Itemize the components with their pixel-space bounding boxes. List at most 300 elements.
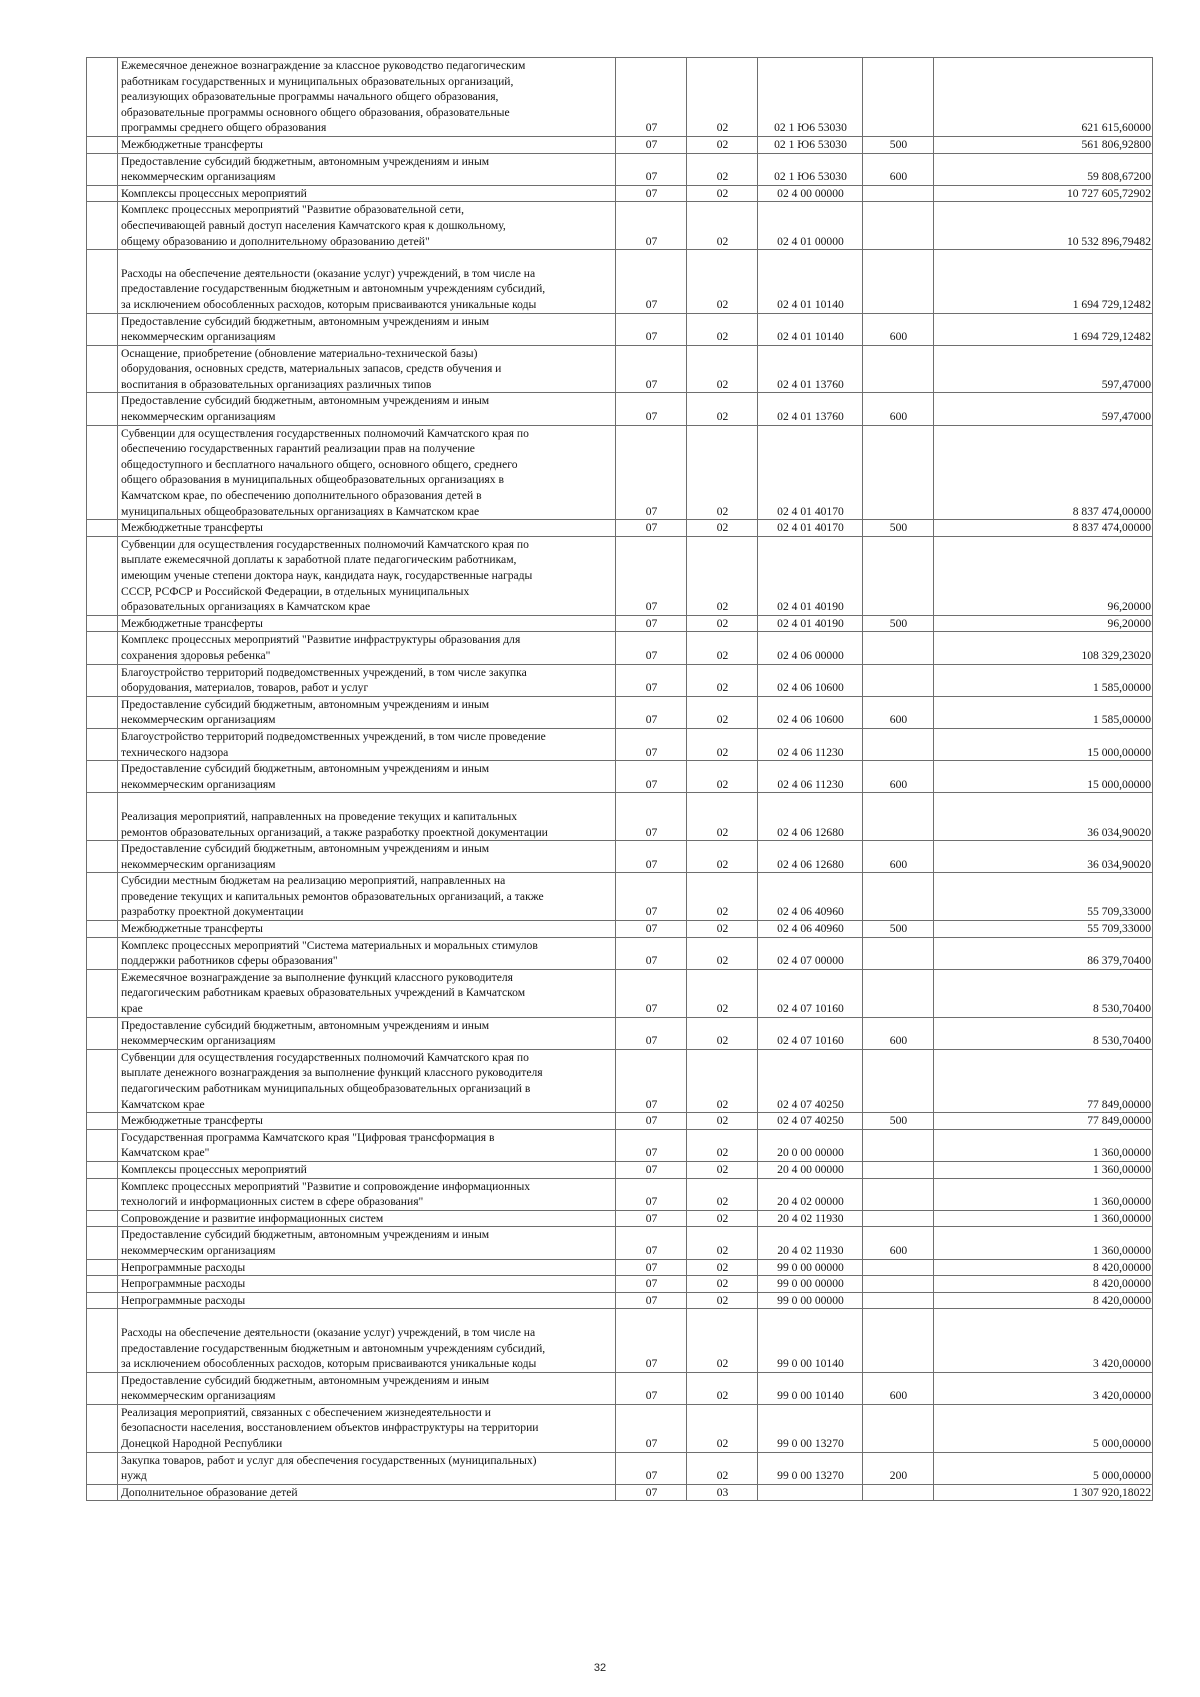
target-article-code: 20 4 02 11930 [758, 1210, 863, 1227]
amount: 8 420,00000 [934, 1259, 1153, 1276]
description-line: Межбюджетные трансферты [121, 922, 263, 936]
subsection-code: 02 [687, 1404, 758, 1452]
table-row [87, 1227, 1153, 1259]
expense-type-code: 500 [863, 615, 934, 632]
description-line: ремонтов образовательных организаций, а также разработку проектной документации [121, 825, 548, 839]
target-article-code: 02 4 06 11230 [758, 761, 863, 793]
description-line: Ежемесячное вознаграждение за выполнение функций классного руководителя [121, 970, 513, 984]
subsection-code: 02 [687, 696, 758, 728]
expense-type-code [863, 1292, 934, 1309]
subsection-code: 02 [687, 1292, 758, 1309]
description-line: Расходы на обеспечение деятельности (оказание услуг) учреждений, в том числе на [121, 1325, 536, 1339]
description-line: разработку проектной документации [121, 905, 304, 919]
description-line: Предоставление субсидий бюджетным, автономным учреждениям и иным [121, 697, 490, 711]
amount: 561 806,92800 [934, 136, 1153, 153]
expense-type-code [863, 1129, 934, 1161]
description-line: Предоставление субсидий бюджетным, автономным учреждениям и иным [121, 1373, 490, 1387]
subsection-code: 02 [687, 1113, 758, 1130]
description-line: Реализация мероприятий, направленных на проведение текущих и капитальных [121, 809, 518, 823]
description-line: имеющим ученые степени доктора наук, кандидата наук, государственные награды [121, 569, 533, 582]
section-code: 07 [616, 250, 687, 313]
table-row [87, 1259, 1153, 1276]
description-line: общедоступного и бесплатного начального общего, основного общего, среднего [121, 457, 518, 471]
subsection-code: 02 [687, 1049, 758, 1112]
subsection-code: 02 [687, 664, 758, 696]
section-code: 07 [616, 202, 687, 250]
amount: 3 420,00000 [934, 1309, 1153, 1372]
row-margin-cell [87, 841, 118, 873]
table-row [87, 153, 1153, 185]
table-row [87, 1161, 1153, 1178]
amount: 86 379,70400 [934, 937, 1153, 969]
subsection-code: 02 [687, 969, 758, 1017]
description-line: некоммерческим организациям [121, 1389, 276, 1403]
expense-type-code [863, 58, 934, 137]
description-line: Комплекс процессных мероприятий "Система материальных и моральных стимулов [121, 938, 538, 952]
subsection-code: 02 [687, 615, 758, 632]
target-article-code: 02 1 Ю6 53030 [758, 153, 863, 185]
row-description [118, 1452, 616, 1484]
table-row [87, 202, 1153, 250]
subsection-code: 02 [687, 393, 758, 425]
row-margin-cell [87, 58, 118, 137]
description-line: общего образования в муниципальных общеобразовательных организациях в [121, 473, 504, 487]
subsection-code: 02 [687, 153, 758, 185]
description-line: Государственная программа Камчатского края "Цифровая трансформация в [121, 1130, 495, 1144]
table-row [87, 185, 1153, 202]
row-description [118, 1259, 616, 1276]
amount: 1 360,00000 [934, 1129, 1153, 1161]
row-description [118, 58, 616, 137]
description-line: предоставление государственным бюджетным и автономным учреждениям субсидий, [121, 1341, 546, 1355]
description-line: Камчатском крае, по обеспечению дополнительного образования детей в [121, 489, 482, 503]
expense-type-code: 600 [863, 313, 934, 345]
table-row [87, 1372, 1153, 1404]
section-code: 07 [616, 1049, 687, 1112]
target-article-code: 02 4 01 10140 [758, 250, 863, 313]
subsection-code: 02 [687, 921, 758, 938]
expense-type-code: 600 [863, 1227, 934, 1259]
table-row [87, 937, 1153, 969]
row-margin-cell [87, 202, 118, 250]
target-article-code: 02 1 Ю6 53030 [758, 136, 863, 153]
amount: 15 000,00000 [934, 728, 1153, 760]
section-code: 07 [616, 841, 687, 873]
table-row [87, 793, 1153, 841]
amount: 36 034,90020 [934, 793, 1153, 841]
subsection-code: 02 [687, 793, 758, 841]
table-row [87, 250, 1153, 313]
description-line: Межбюджетные трансферты [121, 521, 263, 535]
amount: 597,47000 [934, 393, 1153, 425]
row-margin-cell [87, 185, 118, 202]
target-article-code: 99 0 00 10140 [758, 1309, 863, 1372]
amount: 621 615,60000 [934, 58, 1153, 137]
table-row [87, 921, 1153, 938]
row-description [118, 393, 616, 425]
description-line: Предоставление субсидий бюджетным, автономным учреждениям и иным [121, 154, 490, 168]
row-margin-cell [87, 1259, 118, 1276]
row-description [118, 761, 616, 793]
amount: 5 000,00000 [934, 1404, 1153, 1452]
description-line: некоммерческим организациям [121, 713, 276, 727]
amount: 36 034,90020 [934, 841, 1153, 873]
row-description [118, 1210, 616, 1227]
row-margin-cell [87, 728, 118, 760]
amount: 1 360,00000 [934, 1161, 1153, 1178]
table-row [87, 393, 1153, 425]
description-line: технического надзора [121, 745, 229, 759]
amount: 96,20000 [934, 615, 1153, 632]
target-article-code: 02 4 00 00000 [758, 185, 863, 202]
description-line: Предоставление субсидий бюджетным, автономным учреждениям и иным [121, 762, 490, 776]
row-margin-cell [87, 873, 118, 921]
row-description [118, 1178, 616, 1210]
row-description [118, 873, 616, 921]
row-description [118, 136, 616, 153]
description-line: Дополнительное образование детей [121, 1485, 298, 1499]
subsection-code: 02 [687, 136, 758, 153]
description-line: проведение текущих и капитальных ремонтов образовательных организаций, а также [121, 889, 544, 903]
expense-type-code: 600 [863, 153, 934, 185]
target-article-code: 02 4 01 40190 [758, 615, 863, 632]
amount: 597,47000 [934, 345, 1153, 393]
expense-type-code [863, 873, 934, 921]
row-description [118, 728, 616, 760]
description-line: педагогическим работникам муниципальных общеобразовательных организаций в [121, 1082, 531, 1095]
row-description [118, 1129, 616, 1161]
description-line: технологий и информационных систем в сфере образования" [121, 1195, 424, 1209]
amount: 10 532 896,79482 [934, 202, 1153, 250]
amount: 8 530,70400 [934, 969, 1153, 1017]
row-margin-cell [87, 632, 118, 664]
subsection-code: 02 [687, 313, 758, 345]
section-code: 07 [616, 1404, 687, 1452]
amount: 8 420,00000 [934, 1276, 1153, 1293]
row-margin-cell [87, 1276, 118, 1293]
subsection-code: 02 [687, 425, 758, 520]
budget-table [86, 57, 1153, 1501]
table-row [87, 1017, 1153, 1049]
target-article-code [758, 1484, 863, 1501]
amount: 8 837 474,00000 [934, 520, 1153, 537]
section-code: 07 [616, 873, 687, 921]
section-code: 07 [616, 520, 687, 537]
description-line [121, 250, 613, 266]
section-code: 07 [616, 393, 687, 425]
target-article-code: 02 4 06 40960 [758, 873, 863, 921]
table-row [87, 1404, 1153, 1452]
row-description [118, 937, 616, 969]
expense-type-code [863, 969, 934, 1017]
row-margin-cell [87, 313, 118, 345]
target-article-code: 02 1 Ю6 53030 [758, 58, 863, 137]
section-code: 07 [616, 1113, 687, 1130]
expense-type-code [863, 1178, 934, 1210]
description-line: Комплекс процессных мероприятий "Развитие инфраструктуры образования для [121, 633, 521, 647]
description-line: Субвенции для осуществления государственных полномочий Камчатского края по [121, 426, 529, 440]
expense-type-code [863, 728, 934, 760]
description-line: Комплекс процессных мероприятий "Развитие и сопровождение информационных [121, 1179, 531, 1193]
subsection-code: 02 [687, 1161, 758, 1178]
row-margin-cell [87, 536, 118, 615]
expense-type-code: 600 [863, 696, 934, 728]
subsection-code: 02 [687, 185, 758, 202]
target-article-code: 02 4 01 40170 [758, 425, 863, 520]
expense-type-code: 600 [863, 1017, 934, 1049]
description-line: Непрограммные расходы [121, 1293, 246, 1307]
expense-type-code [863, 1404, 934, 1452]
section-code: 07 [616, 615, 687, 632]
row-description [118, 1404, 616, 1452]
expense-type-code [863, 793, 934, 841]
table-row [87, 1452, 1153, 1484]
row-margin-cell [87, 520, 118, 537]
table-row [87, 969, 1153, 1017]
amount: 77 849,00000 [934, 1113, 1153, 1130]
table-row [87, 1276, 1153, 1293]
subsection-code: 02 [687, 632, 758, 664]
expense-type-code [863, 1309, 934, 1372]
amount: 1 585,00000 [934, 664, 1153, 696]
target-article-code: 99 0 00 13270 [758, 1452, 863, 1484]
row-description [118, 250, 616, 313]
expense-type-code [863, 185, 934, 202]
target-article-code: 99 0 00 13270 [758, 1404, 863, 1452]
expense-type-code [863, 1210, 934, 1227]
expense-type-code: 500 [863, 136, 934, 153]
description-line: Комплекс процессных мероприятий "Развитие образовательной сети, [121, 203, 465, 217]
row-description [118, 202, 616, 250]
target-article-code: 99 0 00 00000 [758, 1276, 863, 1293]
target-article-code: 02 4 06 11230 [758, 728, 863, 760]
amount: 77 849,00000 [934, 1049, 1153, 1112]
section-code: 07 [616, 1276, 687, 1293]
description-line: воспитания в образовательных организациях различных типов [121, 377, 432, 391]
amount: 5 000,00000 [934, 1452, 1153, 1484]
description-line: Субвенции для осуществления государственных полномочий Камчатского края по [121, 1050, 529, 1064]
row-description [118, 1292, 616, 1309]
amount: 1 360,00000 [934, 1178, 1153, 1210]
amount: 8 420,00000 [934, 1292, 1153, 1309]
table-row [87, 1484, 1153, 1501]
expense-type-code [863, 536, 934, 615]
description-line: Оснащение, приобретение (обновление материально-технической базы) [121, 346, 478, 360]
amount: 96,20000 [934, 536, 1153, 615]
subsection-code: 02 [687, 1210, 758, 1227]
target-article-code: 02 4 07 00000 [758, 937, 863, 969]
subsection-code: 02 [687, 1309, 758, 1372]
description-line: Субвенции для осуществления государственных полномочий Камчатского края по [121, 537, 529, 551]
description-line: Сопровождение и развитие информационных систем [121, 1211, 384, 1225]
section-code: 07 [616, 761, 687, 793]
row-description [118, 841, 616, 873]
row-margin-cell [87, 345, 118, 393]
subsection-code: 02 [687, 1276, 758, 1293]
section-code: 07 [616, 1210, 687, 1227]
amount: 8 530,70400 [934, 1017, 1153, 1049]
expense-type-code: 500 [863, 520, 934, 537]
amount: 1 307 920,18022 [934, 1484, 1153, 1501]
table-row [87, 520, 1153, 537]
description-line: Предоставление субсидий бюджетным, автономным учреждениям и иным [121, 1228, 490, 1242]
amount: 59 808,67200 [934, 153, 1153, 185]
row-margin-cell [87, 393, 118, 425]
row-description [118, 1161, 616, 1178]
description-line: нужд [121, 1469, 147, 1483]
description-line [121, 793, 613, 809]
expense-type-code: 200 [863, 1452, 934, 1484]
row-margin-cell [87, 1292, 118, 1309]
target-article-code: 99 0 00 10140 [758, 1372, 863, 1404]
row-margin-cell [87, 1113, 118, 1130]
section-code: 07 [616, 185, 687, 202]
section-code: 07 [616, 696, 687, 728]
section-code: 07 [616, 937, 687, 969]
target-article-code: 02 4 07 10160 [758, 1017, 863, 1049]
amount: 55 709,33000 [934, 873, 1153, 921]
expense-type-code [863, 1484, 934, 1501]
row-margin-cell [87, 1129, 118, 1161]
row-margin-cell [87, 664, 118, 696]
target-article-code: 02 4 06 12680 [758, 793, 863, 841]
row-margin-cell [87, 425, 118, 520]
target-article-code: 02 4 01 40170 [758, 520, 863, 537]
row-margin-cell [87, 250, 118, 313]
row-description [118, 793, 616, 841]
description-line: некоммерческим организациям [121, 1243, 276, 1257]
description-line: образовательных организациях в Камчатском крае [121, 600, 371, 614]
section-code: 07 [616, 1309, 687, 1372]
amount: 1 360,00000 [934, 1210, 1153, 1227]
description-line: Предоставление субсидий бюджетным, автономным учреждениям и иным [121, 394, 490, 408]
row-description [118, 615, 616, 632]
description-line: некоммерческим организациям [121, 410, 276, 424]
table-row [87, 1178, 1153, 1210]
target-article-code: 02 4 07 40250 [758, 1049, 863, 1112]
subsection-code: 02 [687, 761, 758, 793]
target-article-code: 02 4 01 13760 [758, 345, 863, 393]
description-line: некоммерческим организациям [121, 170, 276, 184]
expense-type-code: 500 [863, 921, 934, 938]
subsection-code: 02 [687, 873, 758, 921]
description-line: СССР, РСФСР и Российской Федерации, в отдельных муниципальных [121, 584, 470, 598]
subsection-code: 02 [687, 345, 758, 393]
row-margin-cell [87, 1484, 118, 1501]
row-description [118, 1372, 616, 1404]
subsection-code: 02 [687, 250, 758, 313]
section-code: 07 [616, 1161, 687, 1178]
description-line: Расходы на обеспечение деятельности (оказание услуг) учреждений, в том числе на [121, 266, 536, 280]
target-article-code: 99 0 00 00000 [758, 1292, 863, 1309]
row-description [118, 520, 616, 537]
expense-type-code [863, 1049, 934, 1112]
section-code: 07 [616, 1484, 687, 1501]
section-code: 07 [616, 1452, 687, 1484]
expense-type-code [863, 202, 934, 250]
expense-type-code [863, 664, 934, 696]
section-code: 07 [616, 728, 687, 760]
description-line: за исключением обособленных расходов, которым присваиваются уникальные коды [121, 297, 537, 311]
description-line: Субсидии местным бюджетам на реализацию мероприятий, направленных на [121, 874, 506, 888]
section-code: 07 [616, 536, 687, 615]
section-code: 07 [616, 921, 687, 938]
row-description [118, 1049, 616, 1112]
amount: 8 837 474,00000 [934, 425, 1153, 520]
description-line: Межбюджетные трансферты [121, 1114, 263, 1128]
expense-type-code: 600 [863, 841, 934, 873]
description-line: Камчатском крае" [121, 1146, 210, 1160]
row-description [118, 345, 616, 393]
table-row [87, 345, 1153, 393]
row-margin-cell [87, 696, 118, 728]
section-code: 07 [616, 1292, 687, 1309]
description-line [121, 1309, 613, 1325]
row-description [118, 921, 616, 938]
section-code: 07 [616, 345, 687, 393]
description-line: Предоставление субсидий бюджетным, автономным учреждениям и иным [121, 314, 490, 328]
target-article-code: 02 4 06 10600 [758, 696, 863, 728]
row-margin-cell [87, 1161, 118, 1178]
row-description [118, 632, 616, 664]
row-margin-cell [87, 1049, 118, 1112]
table-row [87, 873, 1153, 921]
description-line: Закупка товаров, работ и услуг для обеспечения государственных (муниципальных) [121, 1453, 537, 1467]
section-code: 07 [616, 793, 687, 841]
description-line: некоммерческим организациям [121, 777, 276, 791]
subsection-code: 02 [687, 728, 758, 760]
description-line: некоммерческим организациям [121, 1034, 276, 1048]
table-row [87, 1129, 1153, 1161]
table-row [87, 425, 1153, 520]
table-row [87, 761, 1153, 793]
description-line: безопасности населения, восстановлением объектов инфраструктуры на территории [121, 1421, 539, 1435]
row-margin-cell [87, 969, 118, 1017]
section-code: 07 [616, 632, 687, 664]
row-margin-cell [87, 153, 118, 185]
description-line: Межбюджетные трансферты [121, 137, 263, 151]
subsection-code: 02 [687, 937, 758, 969]
description-line: Благоустройство территорий подведомственных учреждений, в том числе проведение [121, 729, 546, 743]
row-description [118, 664, 616, 696]
row-description [118, 1484, 616, 1501]
expense-type-code: 600 [863, 761, 934, 793]
target-article-code: 02 4 06 40960 [758, 921, 863, 938]
description-line: обеспечивающей равный доступ населения Камчатского края к дошкольному, [121, 218, 506, 232]
description-line: Непрограммные расходы [121, 1277, 246, 1291]
section-code: 07 [616, 136, 687, 153]
section-code: 07 [616, 425, 687, 520]
subsection-code: 03 [687, 1484, 758, 1501]
expense-type-code [863, 345, 934, 393]
table-row [87, 841, 1153, 873]
target-article-code: 02 4 01 13760 [758, 393, 863, 425]
description-line: некоммерческим организациям [121, 330, 276, 344]
table-body [87, 58, 1153, 1501]
row-margin-cell [87, 1372, 118, 1404]
section-code: 07 [616, 1129, 687, 1161]
table-row [87, 1049, 1153, 1112]
row-description [118, 185, 616, 202]
row-description [118, 425, 616, 520]
description-line: Предоставление субсидий бюджетным, автономным учреждениям и иным [121, 842, 490, 856]
subsection-code: 02 [687, 536, 758, 615]
description-line: оборудования, основных средств, материальных запасов, средств обучения и [121, 362, 502, 376]
description-line: предоставление государственным бюджетным и автономным учреждениям субсидий, [121, 282, 546, 296]
row-margin-cell [87, 937, 118, 969]
description-line: работникам государственных и муниципальных образовательных организаций, [121, 74, 514, 88]
expense-type-code [863, 937, 934, 969]
